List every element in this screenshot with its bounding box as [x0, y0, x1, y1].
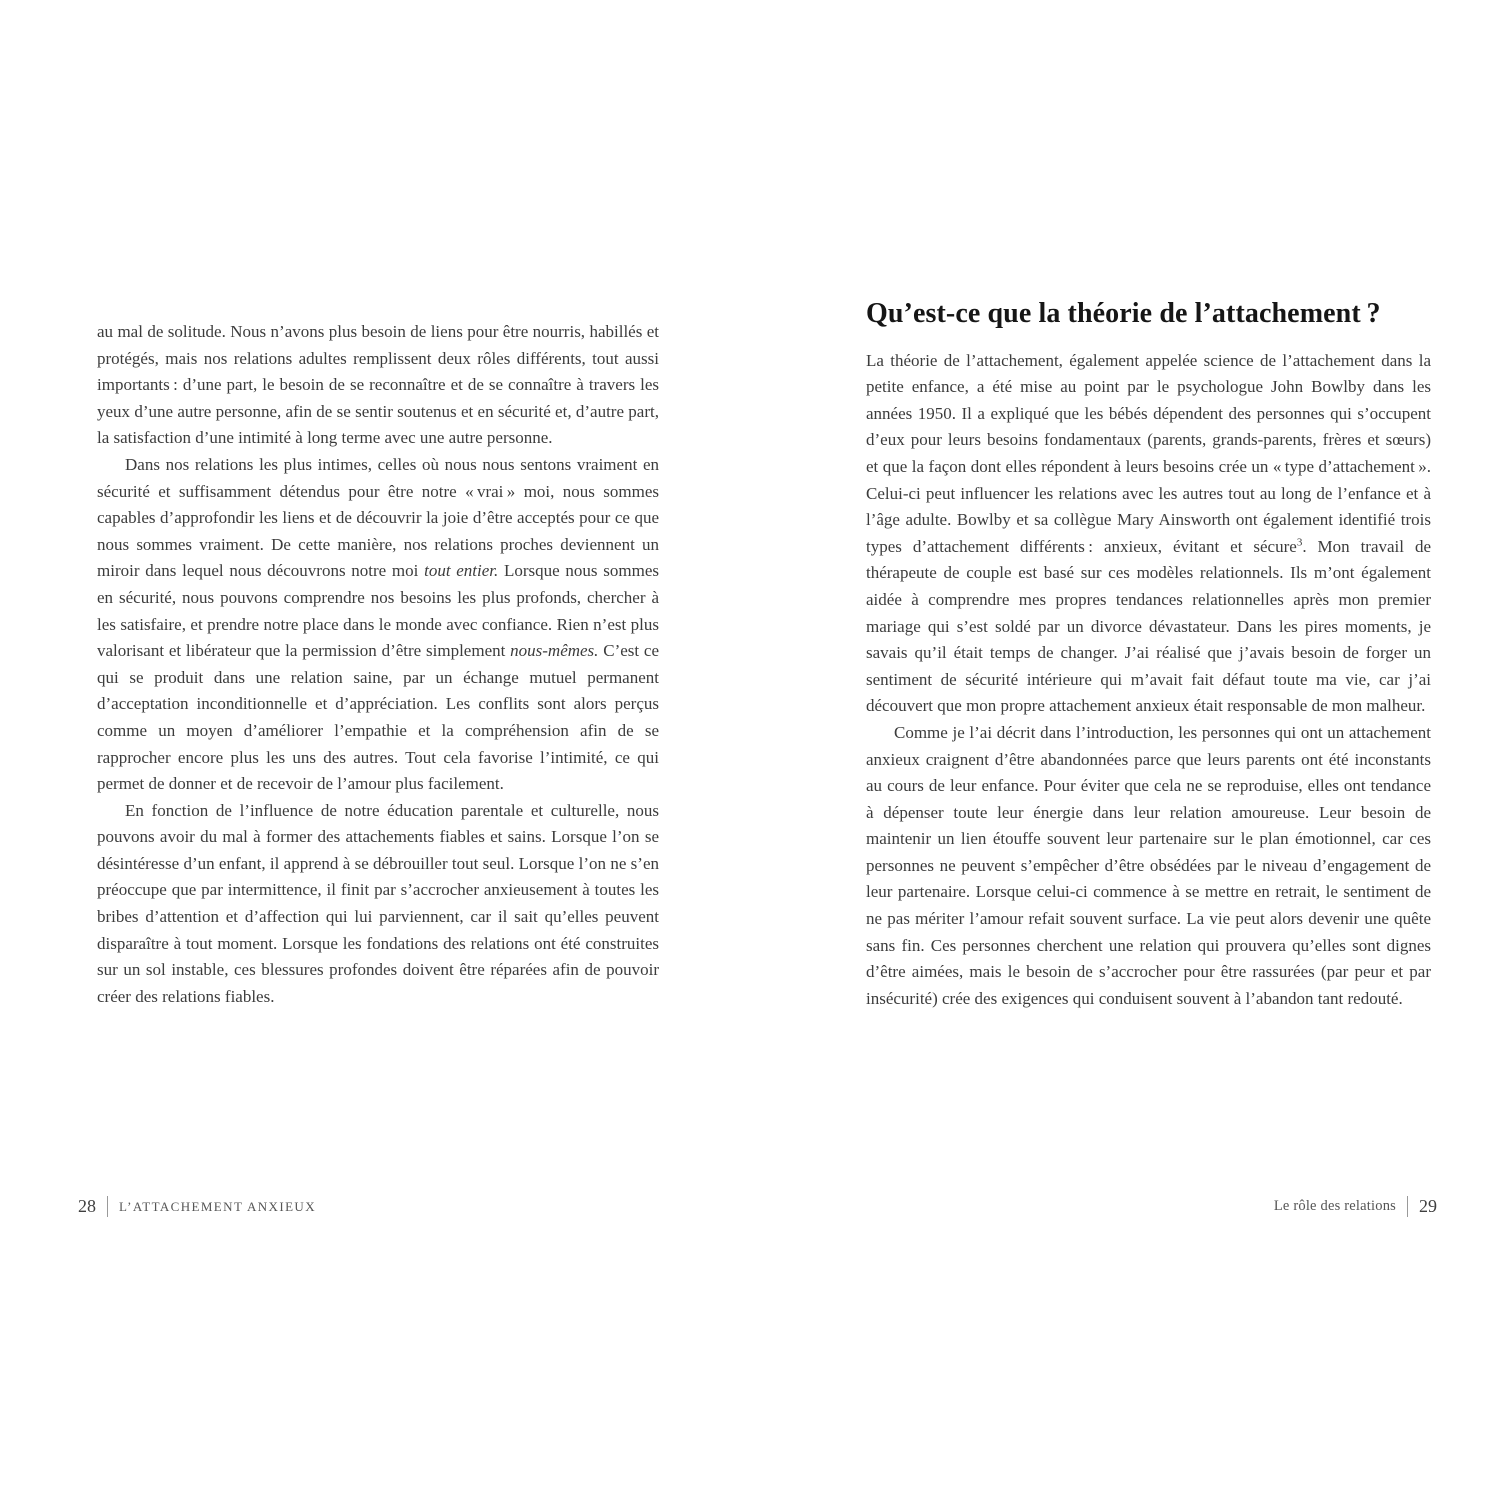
right-paragraphs [866, 348, 1431, 1013]
body-text: Comme je l’ai décrit dans l’introduction, les personnes qui ont un attachement anxieux craignent d’être abandonnées parce que leurs parents ont été inconstants au cours de leur enfance. Pour éviter que cela ne se reproduise, elles ont tendance à dépenser toute leur énergie dans leur relation amoureuse. Leur besoin de maintenir un lien étouffe souvent leur partenaire sur le plan émotionnel, car ces personnes ne peuvent s’empêcher d’être obsédées par le niveau d’engagement de leur partenaire. Lorsque celui-ci commence à se mettre en retrait, le sentiment de ne pas mériter l’amour refait souvent surface. La vie peut alors devenir une quête sans fin. Ces personnes cherchent une relation qui prouvera qu’elles sont dignes d’être aimées, mais le besoin de s’accrocher pour être rassurées (par peur et par insécurité) crée des exigences qui conduisent souvent à l’abandon tant redouté. [866, 722, 1431, 1008]
body-text: Dans nos relations les plus intimes, celles où nous nous sentons vraiment en sécurité et suffisamment détendus pour être notre « vrai » moi, nous sommes capables d’approfondir les liens et de découvrir la joie d’être acceptés pour ce que nous sommes vraiment. De cette manière, nos relations proches deviennent un miroir dans lequel nous découvrons notre moi [97, 454, 659, 581]
paragraph [866, 720, 1431, 1013]
right-page-footer [1274, 1196, 1437, 1217]
page-right [750, 0, 1500, 1500]
footer-divider-right [1407, 1196, 1408, 1217]
left-text-column [97, 319, 659, 1010]
body-text: . Mon travail de thérapeute de couple est basé sur ces modèles relationnels. Ils m’ont également aidée à comprendre mes propres tendances relationnelles après mon premier mariage qui s’est soldé par un divorce dévastateur. Dans les pires moments, je savais qu’il était temps de changer. J’ai réalisé que j’avais besoin de forger un sentiment de sécurité intérieure qui m’avait fait défaut toute ma vie, car j’ai découvert que mon propre attachement anxieux était responsable de mon malheur. [866, 536, 1431, 716]
paragraph [97, 319, 659, 452]
body-text: La théorie de l’attachement, également appelée science de l’attachement dans la petite enfance, a été mise au point par le psychologue John Bowlby dans les années 1950. Il a expliqué que les bébés dépendent des personnes qui s’occupent d’eux pour leurs besoins fondamentaux (parents, grands-parents, frères et sœurs) et que la façon dont elles répondent à leurs besoins crée un « type d’attachement ». Celui-ci peut influencer les relations avec les autres tout au long de l’enfance et à l’âge adulte. Bowlby et sa collègue Mary Ainsworth ont également identifié trois types d’attachement différents : anxieux, évitant et sécure [866, 350, 1431, 556]
italic-text: nous-mêmes. [510, 641, 599, 661]
footer-divider-left [107, 1196, 108, 1217]
italic-text: tout entier. [424, 561, 499, 581]
body-text: En fonction de l’influence de notre éducation parentale et culturelle, nous pouvons avoir du mal à former des attachements fiables et sains. Lorsque l’on se désintéresse d’un enfant, il apprend à se débrouiller tout seul. Lorsque l’on ne s’en préoccupe que par intermittence, il finit par s’accrocher anxieusement à toutes les bribes d’attention et d’affection qui lui parviennent, car il sait qu’elles peuvent disparaître à tout moment. Lorsque les fondations des relations ont été construites sur un sol instable, ces blessures profondes doivent être réparées afin de pouvoir créer des relations fiables. [97, 800, 659, 1006]
paragraph [97, 798, 659, 1011]
body-text: au mal de solitude. Nous n’avons plus besoin de liens pour être nourris, habillés et protégés, mais nos relations adultes remplissent deux rôles différents, tout aussi importants : d’une part, le besoin de se reconnaître et de se connaître à travers les yeux d’une autre personne, afin de se sentir soutenus et en sécurité et, d’autre part, la satisfaction d’une intimité à long terme avec une autre personne. [97, 322, 659, 448]
footnote-reference: 3 [1296, 536, 1303, 549]
running-title-right: Le rôle des relations [1273, 1198, 1396, 1214]
body-text: Lorsque nous sommes en sécurité, nous pouvons comprendre nos besoins les plus profonds, chercher à les satisfaire, et prendre notre place dans le monde avec confiance. Rien n’est plus valorisant et libérateur que la permission d’être simplement [97, 561, 659, 661]
body-text: C’est ce qui se produit dans une relation saine, par un échange mutuel permanent d’acceptation inconditionnelle et d’appréciation. Les conflits sont alors perçus comme un moyen d’améliorer l’empathie et la compréhension afin de se rapprocher encore plus les uns des autres. Tout cela favorise l’intimité, ce qui permet de donner et de recevoir de l’amour plus facilement. [97, 641, 659, 794]
page-number-left: 28 [78, 1196, 96, 1216]
section-heading: Qu’est-ce que la théorie de l’attachement ? [866, 298, 1381, 329]
left-page-footer [78, 1196, 316, 1217]
page-number-right: 29 [1419, 1196, 1437, 1216]
paragraph [866, 348, 1431, 720]
right-text-column [866, 297, 1431, 1012]
paragraph [97, 452, 659, 798]
running-title-left: L’ATTACHEMENT ANXIEUX [119, 1198, 316, 1214]
